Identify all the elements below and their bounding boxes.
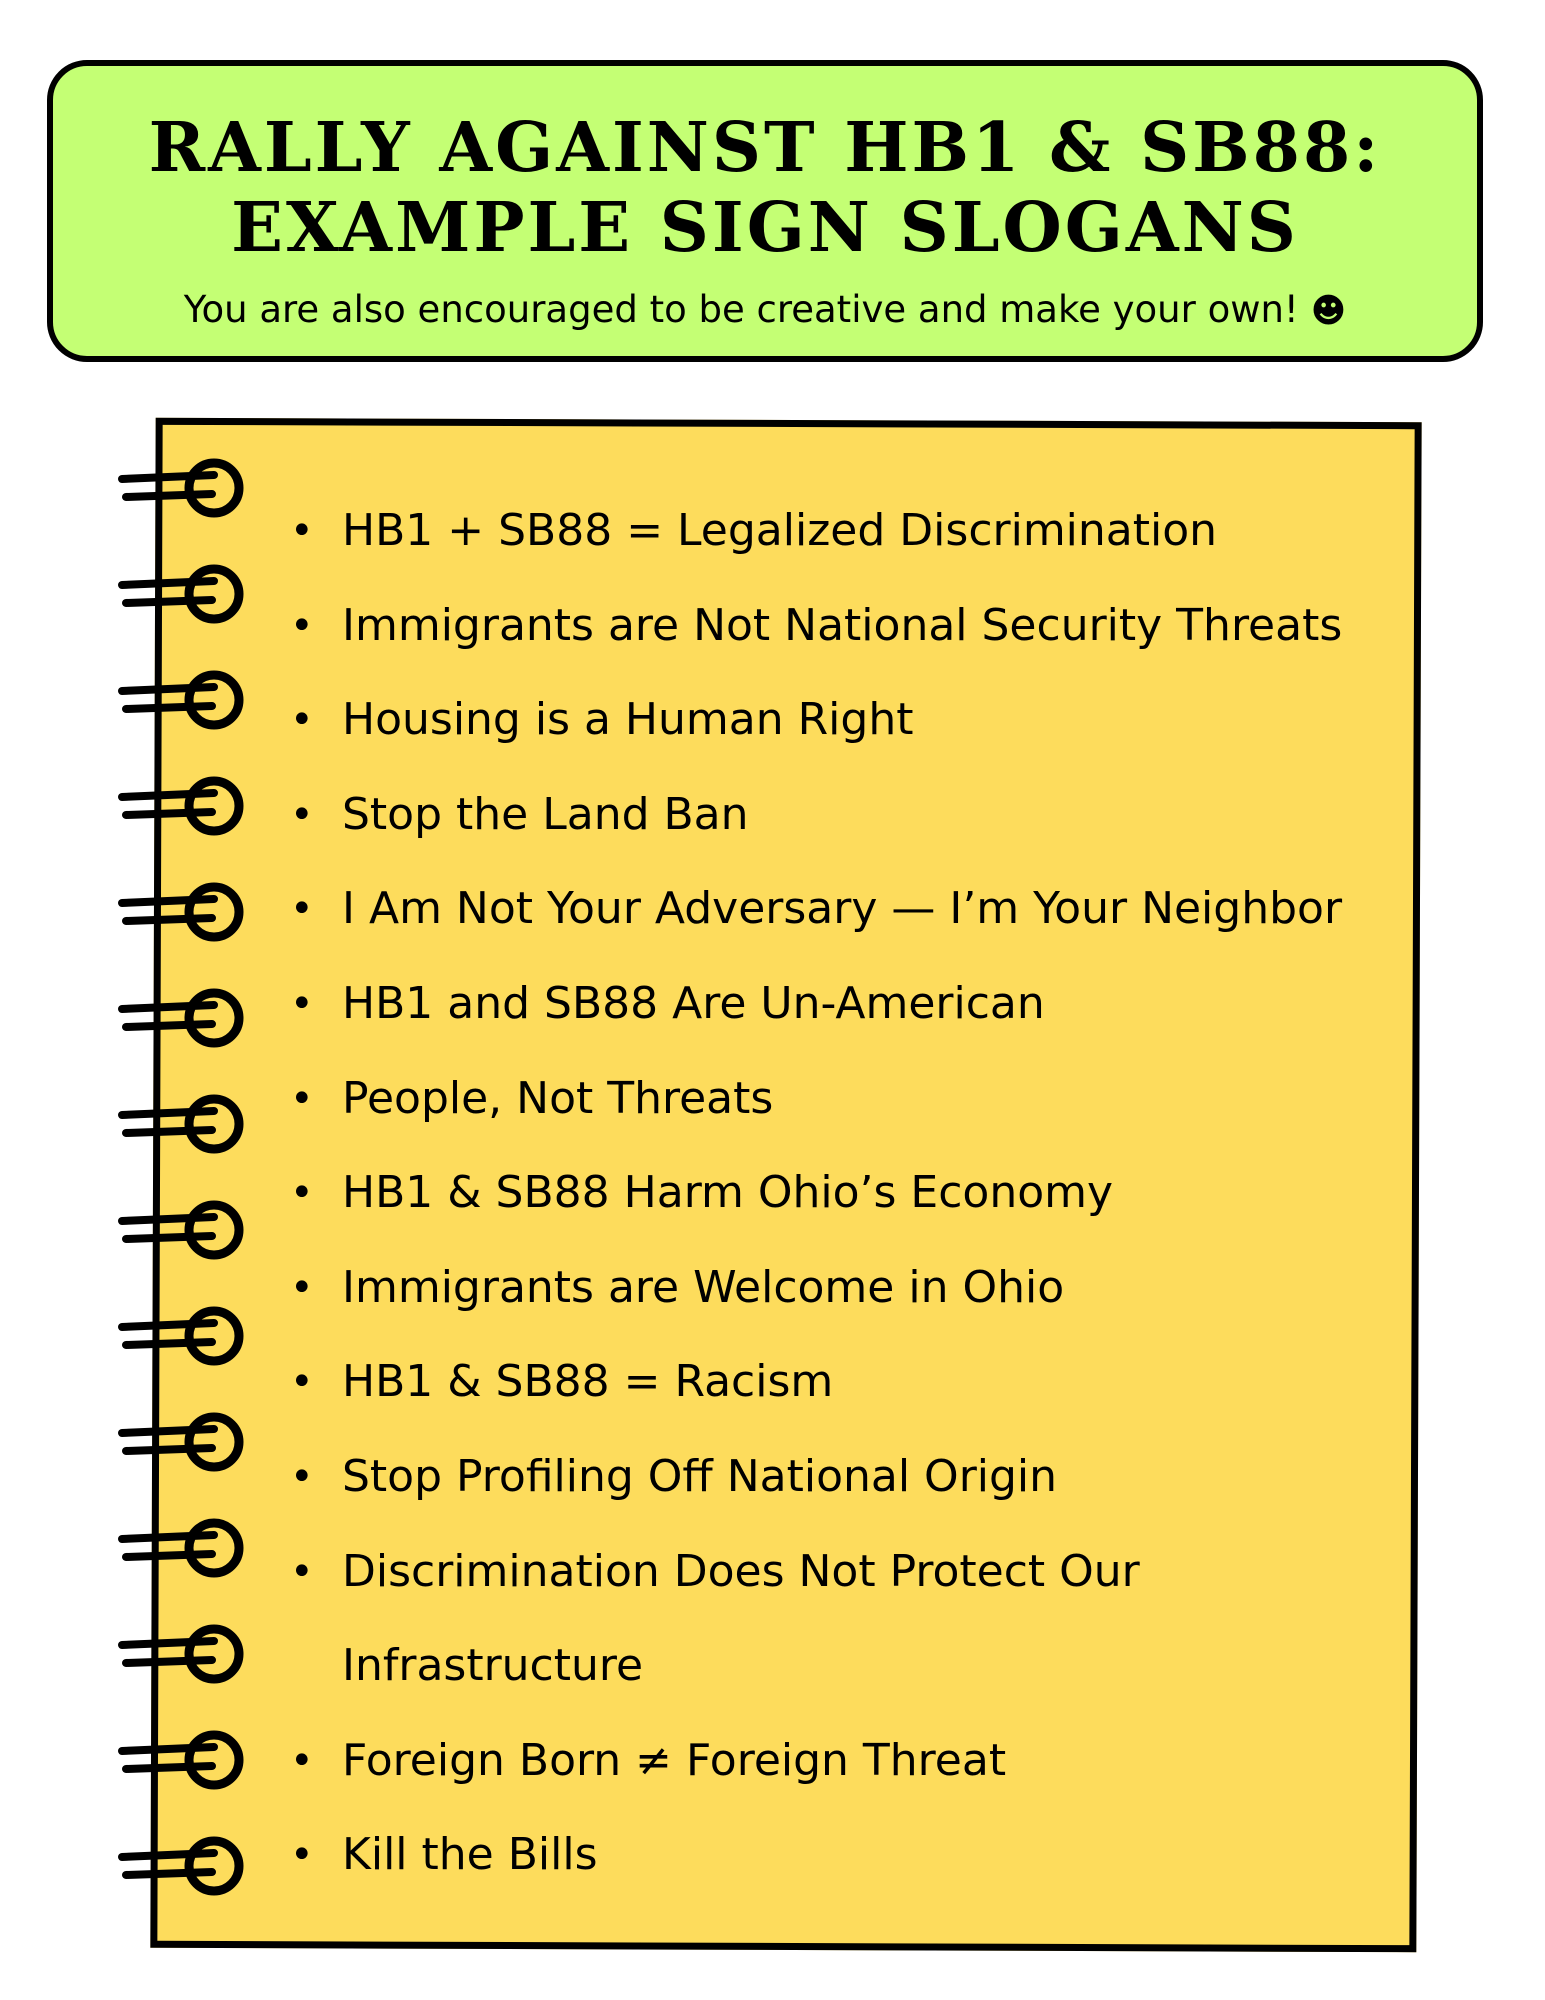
bullet-icon: •: [290, 1264, 314, 1311]
slogan-text: HB1 + SB88 = Legalized Discrimination: [342, 505, 1218, 556]
slogan-text: HB1 & SB88 Harm Ohio’s Economy: [342, 1167, 1114, 1219]
bullet-icon: •: [290, 791, 314, 838]
slogan-text: I Am Not Your Adversary — I’m Your Neighbor: [342, 883, 1343, 935]
slogan-text: Stop the Land Ban: [342, 788, 749, 840]
slogan-text: Stop Profiling Off National Origin: [342, 1450, 1058, 1502]
slogan-text: Immigrants are Not National Security Threats: [342, 599, 1343, 651]
slogan-text: Immigrants are Welcome in Ohio: [342, 1261, 1065, 1313]
subtitle: [53, 286, 1477, 335]
slogan-item: [290, 484, 1400, 579]
bullet-icon: •: [290, 1832, 314, 1879]
bullet-icon: •: [290, 1453, 314, 1500]
bullet-icon: •: [290, 1548, 314, 1595]
slogan-item: [290, 1052, 1400, 1147]
slogan-item: [290, 768, 1400, 863]
slogan-item: [290, 579, 1400, 674]
slogan-text: HB1 and SB88 Are Un-American: [342, 977, 1045, 1029]
bullet-icon: •: [290, 697, 314, 744]
slogan-item: [290, 1714, 1400, 1809]
slogan-item: [290, 1241, 1400, 1336]
bullet-icon: •: [290, 980, 314, 1027]
bullet-icon: •: [290, 508, 314, 554]
slogan-text: Discrimination Does Not Protect Our Infrastructure: [342, 1545, 1140, 1692]
slogan-text: HB1 & SB88 = Racism: [342, 1356, 834, 1408]
slogan-item: [290, 1146, 1400, 1241]
bullet-icon: •: [290, 1075, 314, 1122]
slogan-text: People, Not Threats: [342, 1072, 774, 1124]
slogan-item: [290, 862, 1400, 957]
bullet-icon: •: [290, 886, 314, 933]
title-line-1: RALLY AGAINST HB1 & SB88:: [148, 108, 1382, 188]
smiley-icon: ☻: [1310, 291, 1347, 331]
slogan-item: [290, 957, 1400, 1052]
slogan-text: Foreign Born ≠ Foreign Threat: [342, 1734, 1007, 1786]
slogan-item: [290, 1335, 1400, 1430]
slogan-text: Kill the Bills: [342, 1829, 598, 1881]
slogan-text: Housing is a Human Right: [342, 694, 914, 746]
slogan-item: [290, 1808, 1400, 1903]
bullet-icon: •: [290, 1170, 314, 1217]
slogan-list: [290, 484, 1400, 1903]
bullet-icon: •: [290, 1737, 314, 1784]
header-banner: [47, 60, 1483, 362]
slogan-item: [290, 1525, 1282, 1714]
bullet-icon: •: [290, 602, 314, 649]
bullet-icon: •: [290, 1359, 314, 1406]
slogan-item: [290, 1430, 1400, 1525]
title-line-2: EXAMPLE SIGN SLOGANS: [231, 188, 1299, 268]
slogan-item: [290, 673, 1400, 768]
subtitle-text: You are also encouraged to be creative and make your own!: [183, 288, 1299, 331]
